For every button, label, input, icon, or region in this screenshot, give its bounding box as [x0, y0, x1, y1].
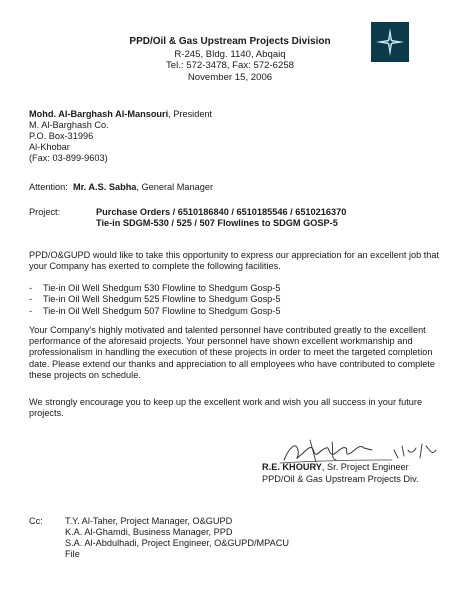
project-label: Project: — [29, 207, 61, 217]
body-paragraph-2: Your Company's highly motivated and talented personnel have contributed greatly to the excellent performance of the aforesaid projects. Your personnel have shown excellent workmanship and professionalism in handling the execution of these projects in order to meet the targeted completion date. Please extend our thanks and appreciation to all employees who have contributed to complete these projects on schedule. — [29, 325, 436, 380]
recipient-pobox: P.O. Box-31996 — [29, 131, 94, 142]
project-text — [96, 207, 456, 229]
cc-item: File — [65, 549, 80, 560]
cc-item: S.A. Al-Abdulhadi, Project Engineer, O&GUPD/MPACU — [65, 538, 289, 549]
attention-line — [29, 182, 449, 193]
aramco-star-logo-icon — [371, 22, 409, 62]
signer-division: PPD/Oil & Gas Upstream Projects Div. — [262, 473, 419, 484]
attention-title: , General Manager — [136, 182, 214, 192]
project-line-2: Tie-in SDGM-530 / 525 / 507 Flowlines to SDGM GOSP-5 — [96, 218, 338, 229]
signer-title: , Sr. Project Engineer — [321, 462, 409, 472]
list-item: - Tie-in Oil Well Shedgum 507 Flowline to Shedgum Gosp-5 — [29, 305, 281, 316]
facility-list — [29, 283, 449, 317]
letterhead-address: R-245, Bldg. 1140, Abqaiq — [174, 48, 286, 60]
cc-item: K.A. Al-Ghamdi, Business Manager, PPD — [65, 527, 233, 538]
attention-name: Mr. A.S. Sabha — [72, 182, 137, 192]
recipient-company: M. Al-Barghash Co. — [29, 120, 109, 131]
list-item: - Tie-in Oil Well Shedgum 525 Flowline to Shedgum Gosp-5 — [29, 294, 281, 305]
cc-item: T.Y. Al-Taher, Project Manager, O&GUPD — [65, 516, 233, 526]
recipient-block — [29, 109, 329, 164]
signer-line — [262, 462, 472, 474]
letterhead — [80, 36, 380, 84]
attention-label: Attention: — [29, 182, 68, 192]
signer-name: R.E. KHOURY — [262, 462, 322, 472]
cc-label: Cc: — [29, 516, 43, 526]
body-paragraph-3: We strongly encourage you to keep up the excellent work and wish you all success in your future projects. — [29, 397, 423, 419]
body-paragraph-1: PPD/O&GUPD would like to take this opportunity to express our appreciation for an excellent job that your Company has exerted to complete the following facilities. — [29, 250, 440, 272]
recipient-name: Mohd. Al-Barghash Al-Mansouri — [29, 109, 169, 119]
cc-list — [65, 516, 289, 560]
letterhead-org: PPD/Oil & Gas Upstream Projects Division — [129, 36, 331, 47]
recipient-city: Al-Khobar — [29, 142, 70, 153]
recipient-line — [29, 109, 329, 120]
recipient-fax: (Fax: 03-899-9603) — [29, 153, 108, 164]
signer-block — [262, 462, 472, 485]
letterhead-phone: Tel.: 572-3478, Fax: 572-6258 — [165, 60, 294, 72]
recipient-title: , President — [168, 109, 213, 119]
project-line-1: Purchase Orders / 6510186840 / 6510185546 / 6510216370 — [96, 207, 347, 217]
list-item: - Tie-in Oil Well Shedgum 530 Flowline to Shedgum Gosp-5 — [29, 283, 281, 293]
letter-date: November 15, 2006 — [187, 72, 273, 84]
